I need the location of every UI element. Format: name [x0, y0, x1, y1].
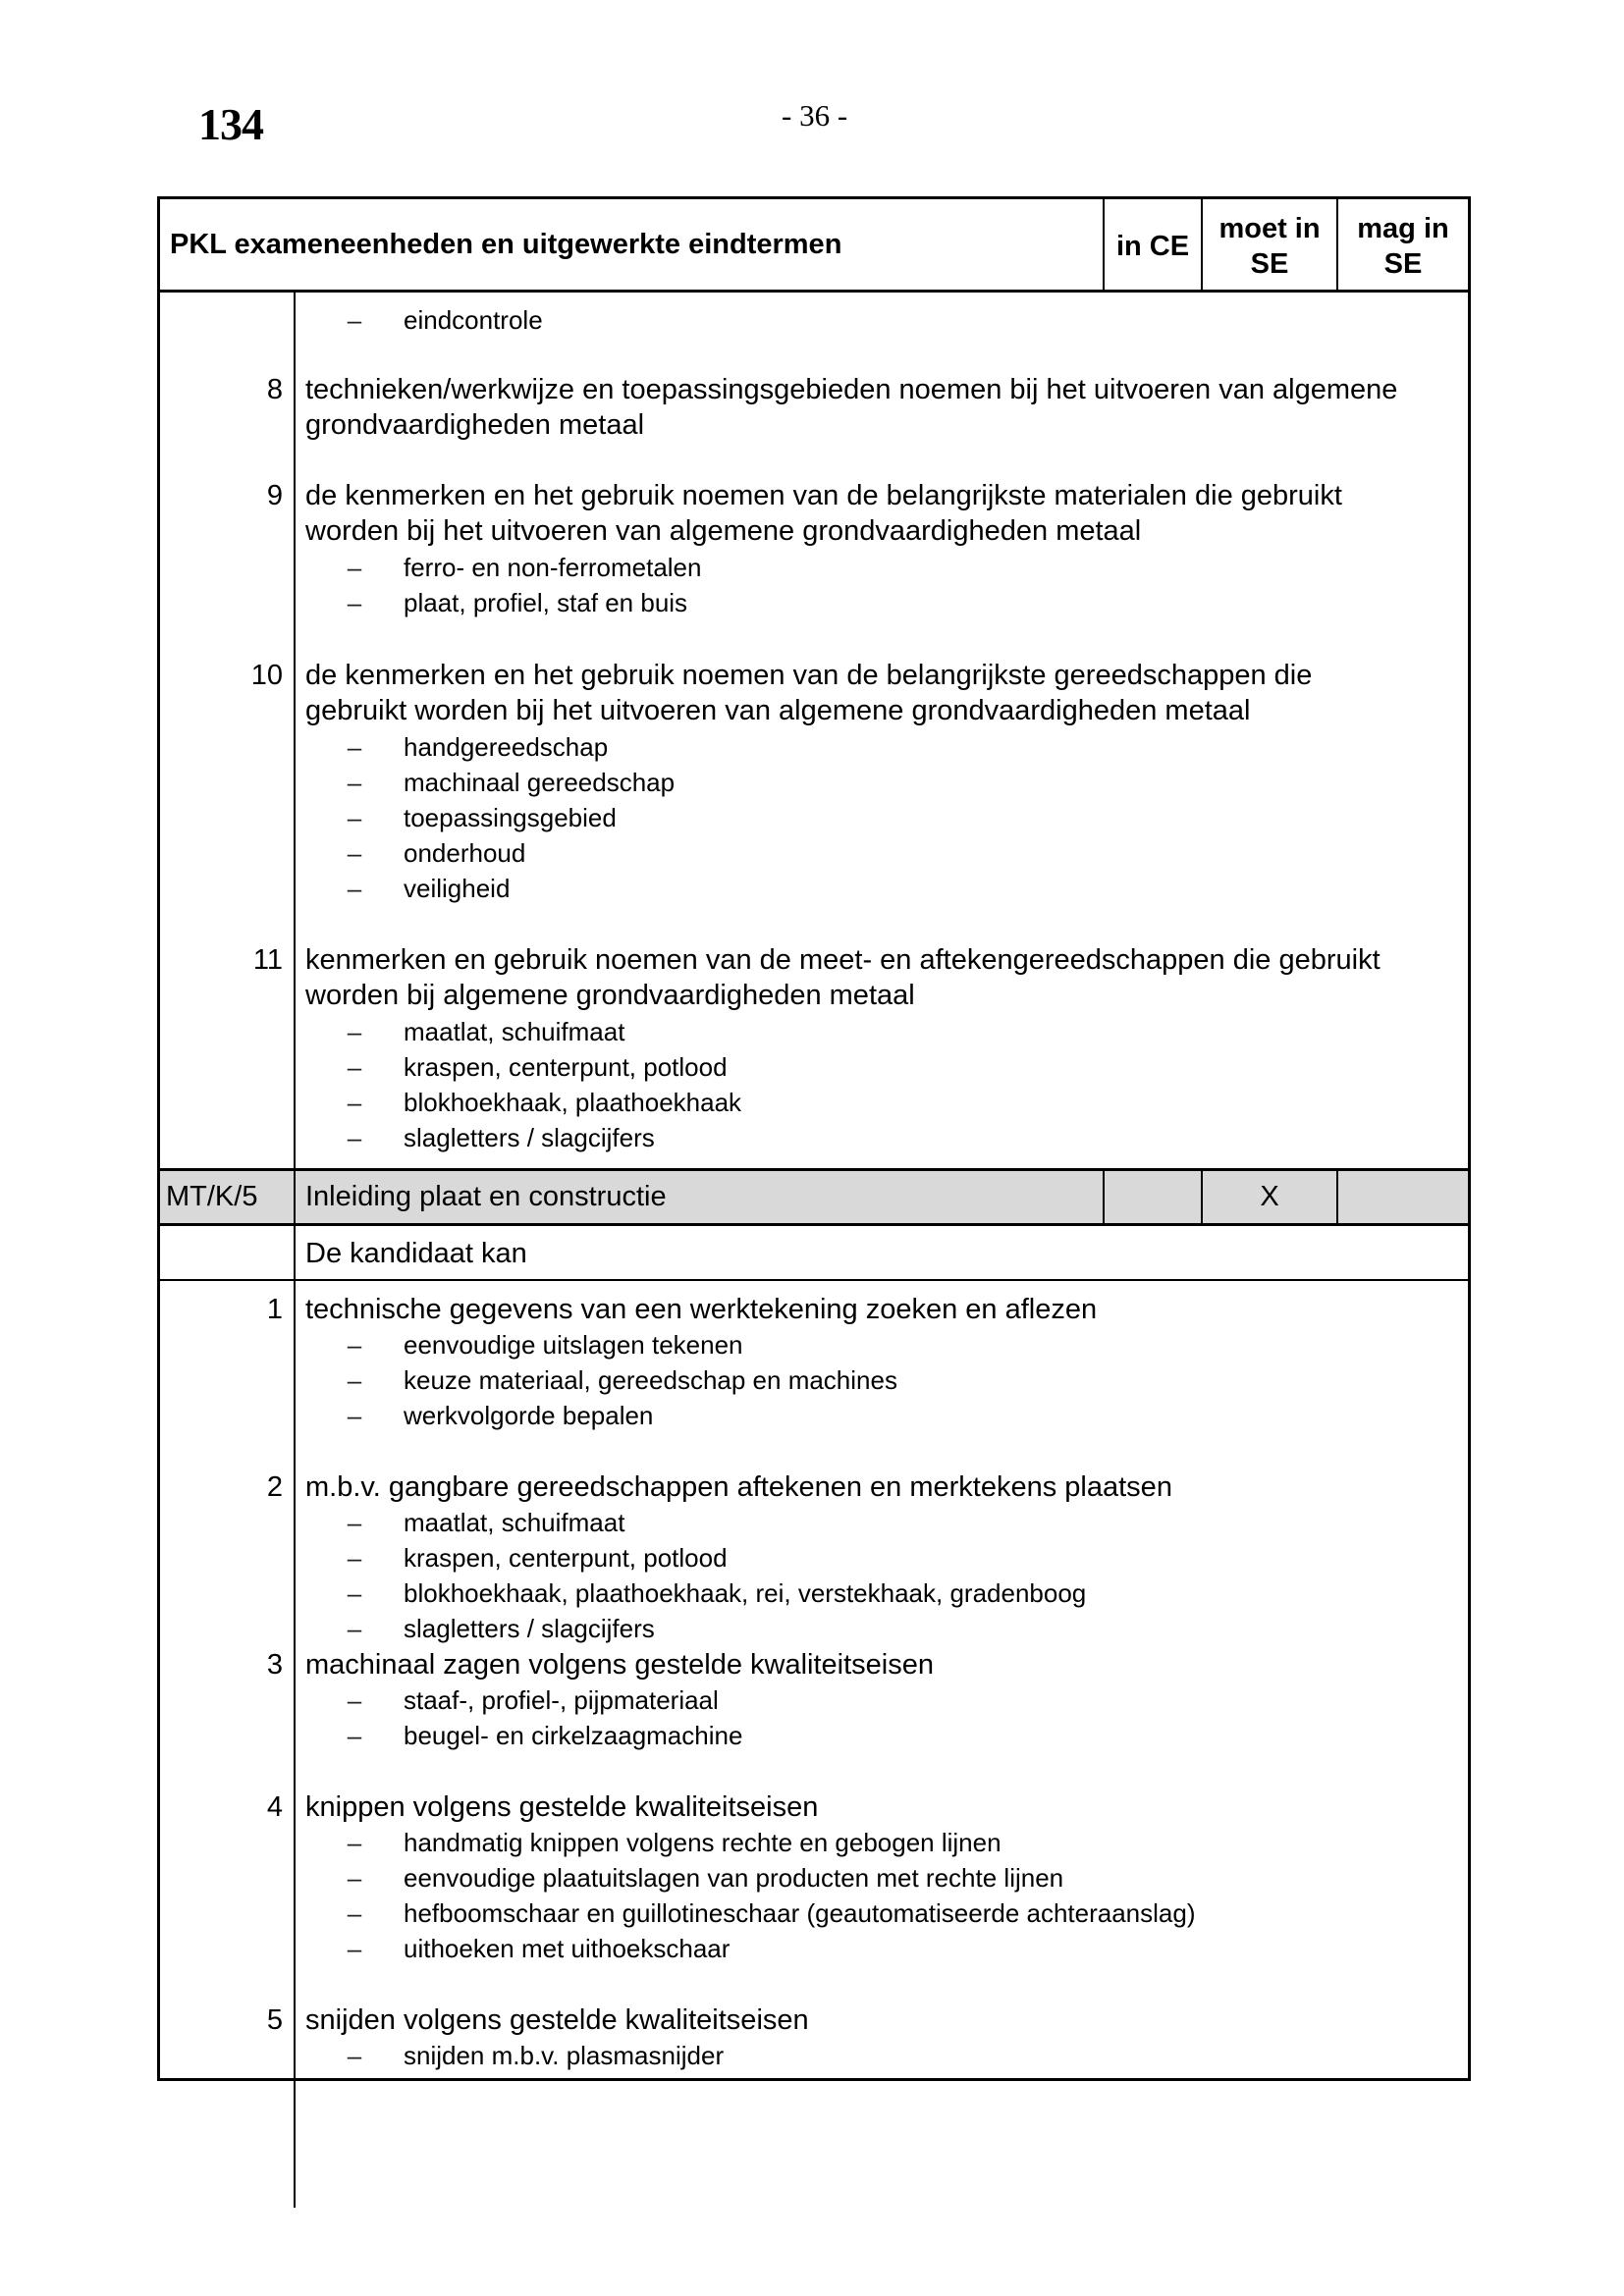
- item-text: kenmerken en gebruik noemen van de meet- en aftekengereedschappen die gebruikt: [305, 944, 1380, 976]
- sub-item: – slagletters / slagcijfers: [347, 1123, 655, 1152]
- item-number: 2: [266, 1471, 283, 1503]
- sub-item: – handmatig knippen volgens rechte en gebogen lijnen: [347, 1828, 1001, 1857]
- item-number: 4: [266, 1791, 283, 1823]
- sub-item: – uithoeken met uithoekschaar: [347, 1934, 731, 1963]
- sub-item: – ferro- en non-ferrometalen: [347, 553, 702, 582]
- header-mag-in-se: mag in SE: [1357, 213, 1449, 280]
- sub-item: – slagletters / slagcijfers: [347, 1614, 655, 1643]
- item-text: machinaal zagen volgens gestelde kwaliteitseisen: [305, 1649, 934, 1681]
- item-number: 10: [250, 660, 283, 691]
- sub-item: – eenvoudige uitslagen tekenen: [347, 1330, 743, 1360]
- section-intro: De kandidaat kan: [305, 1238, 527, 1269]
- item-text: technische gegevens van een werktekening zoeken en aflezen: [305, 1294, 1098, 1325]
- item-number: 9: [266, 480, 283, 511]
- sub-item: – eenvoudige plaatuitslagen van producten met rechte lijnen: [347, 1863, 1064, 1893]
- item-number: 8: [266, 374, 283, 405]
- item-text: technieken/werkwijze en toepassingsgebieden noemen bij het uitvoeren van algemene: [305, 374, 1398, 405]
- eindtermen-table: [157, 196, 1471, 2081]
- item-number: 1: [266, 1294, 283, 1325]
- item-text: m.b.v. gangbare gereedschappen aftekenen en merktekens plaatsen: [305, 1471, 1172, 1503]
- sub-item: – plaat, profiel, staf en buis: [347, 588, 688, 617]
- item-number: 5: [266, 2004, 283, 2036]
- sub-item: – handgereedschap: [347, 732, 609, 762]
- sub-item: – staaf-, profiel-, pijpmateriaal: [347, 1685, 719, 1715]
- item-text: grondvaardigheden metaal: [305, 409, 645, 441]
- section-title: Inleiding plaat en constructie: [305, 1181, 667, 1212]
- sub-item: – hefboomschaar en guillotineschaar (geautomatiseerde achteraanslag): [347, 1898, 1196, 1928]
- section-code: MT/K/5: [166, 1181, 258, 1212]
- folio: - 36 -: [782, 98, 848, 133]
- item-text: knippen volgens gestelde kwaliteitseisen: [305, 1791, 819, 1823]
- section-moet-in-se-mark: X: [1260, 1181, 1279, 1212]
- header-bottom-rule: [160, 290, 1468, 293]
- sub-item: – kraspen, centerpunt, potlood: [347, 1052, 728, 1082]
- item-text: worden bij algemene grondvaardigheden metaal: [305, 980, 915, 1011]
- sub-item: – eindcontrole: [347, 305, 543, 335]
- intro-bottom-rule: [160, 1279, 1468, 1281]
- item-text: snijden volgens gestelde kwaliteitseisen: [305, 2004, 809, 2036]
- sub-item: – toepassingsgebied: [347, 803, 617, 832]
- item-text: gebruikt worden bij het uitvoeren van algemene grondvaardigheden metaal: [305, 695, 1251, 726]
- header-in-ce: in CE: [1115, 231, 1190, 262]
- col-divider: [294, 1226, 296, 2208]
- header-title: PKL exameneenheden en uitgewerkte eindtermen: [170, 229, 842, 260]
- item-text: de kenmerken en het gebruik noemen van de belangrijkste materialen die gebruikt: [305, 480, 1342, 511]
- sub-item: – beugel- en cirkelzaagmachine: [347, 1721, 743, 1750]
- col-divider: [294, 290, 296, 1170]
- sub-item: – blokhoekhaak, plaathoekhaak: [347, 1088, 742, 1117]
- col-divider: [1103, 1170, 1105, 1223]
- item-text: de kenmerken en het gebruik noemen van de belangrijkste gereedschappen die: [305, 660, 1313, 691]
- sub-item: – maatlat, schuifmaat: [347, 1508, 625, 1537]
- section-bottom-rule: [160, 1223, 1468, 1226]
- section-top-rule: [160, 1168, 1468, 1171]
- sub-item: – keuze materiaal, gereedschap en machines: [347, 1365, 897, 1395]
- col-divider: [294, 1170, 296, 1223]
- item-text: worden bij het uitvoeren van algemene grondvaardigheden metaal: [305, 515, 1142, 547]
- sub-item: – kraspen, centerpunt, potlood: [347, 1543, 728, 1573]
- item-number: 3: [266, 1649, 283, 1681]
- sub-item: – maatlat, schuifmaat: [347, 1017, 625, 1046]
- col-divider: [1336, 1170, 1338, 1223]
- sub-item: – onderhoud: [347, 838, 526, 868]
- sub-item: – blokhoekhaak, plaathoekhaak, rei, verstekhaak, gradenboog: [347, 1578, 1087, 1608]
- page-number: 134: [198, 99, 263, 149]
- sub-item: – machinaal gereedschap: [347, 768, 676, 797]
- sub-item: – werkvolgorde bepalen: [347, 1401, 654, 1430]
- sub-item: – snijden m.b.v. plasmasnijder: [347, 2041, 725, 2070]
- sub-item: – veiligheid: [347, 874, 511, 903]
- item-number: 11: [252, 944, 283, 976]
- header-moet-in-se: moet in SE: [1218, 213, 1321, 280]
